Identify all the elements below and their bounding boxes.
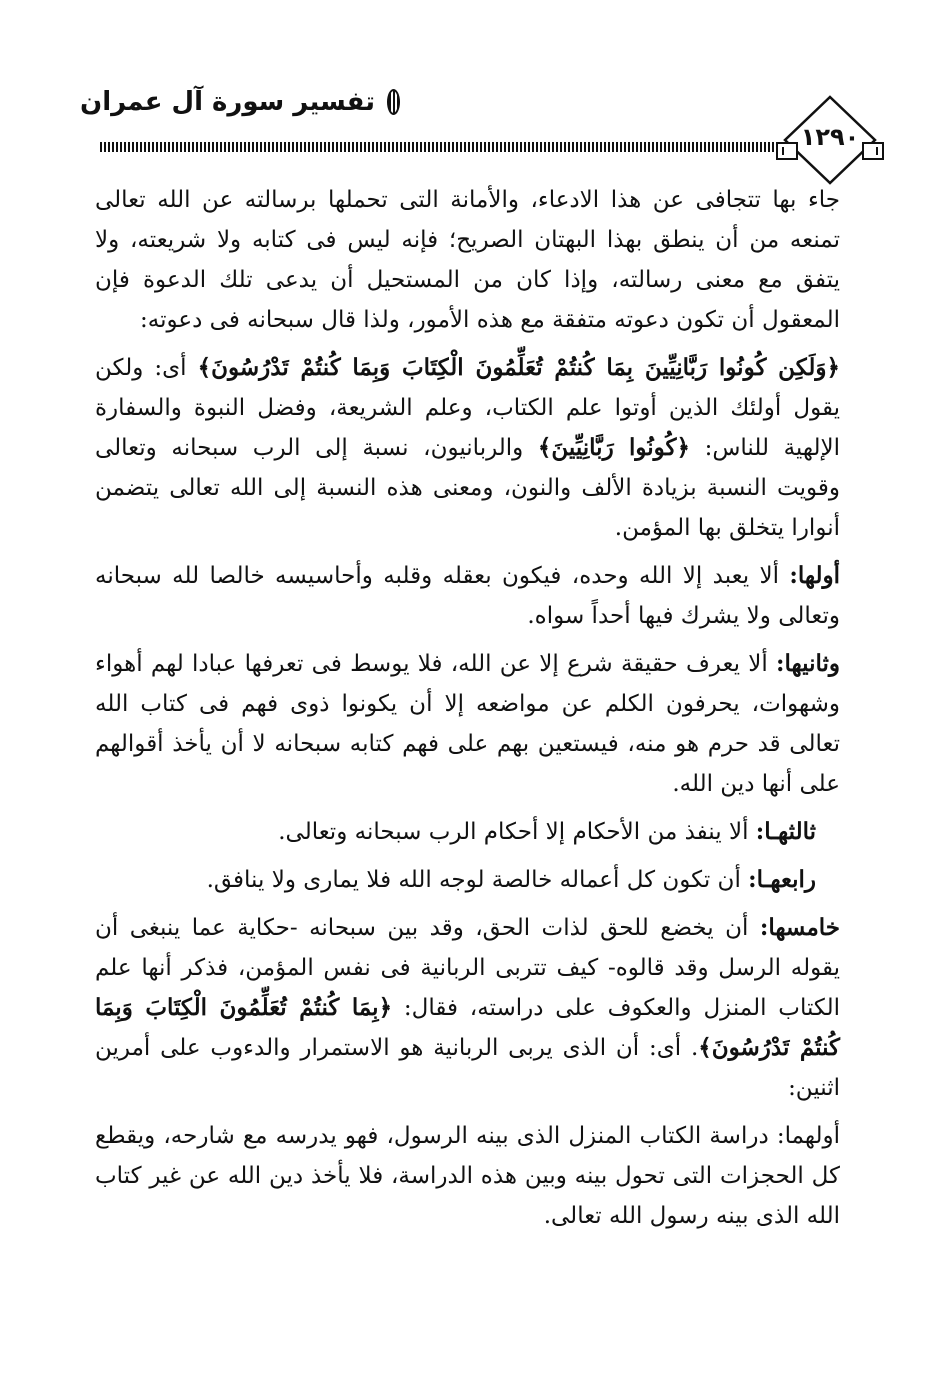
- quran-verse: ﴿بِمَا كُنتُمْ تُعَلِّمُونَ الْكِتَابَ وَبِمَا كُنتُمْ تَدْرُسُونَ﴾: [95, 994, 841, 1061]
- paragraph-text: جاء بها تتجافى عن هذا الادعاء، والأمانة التى تحملها برسالته عن الله تعالى تمنعه من أن ينطق بهذا البهتان الصريح؛ فإنه ليس فى كتابه ولا شريعته، ولا يتفق مع معنى رسالته، وإذا كان من المستحيل أن يدعى تلك الدعوة فإن المعقول أن تكون دعوته متفقة مع هذه الأمور، ولذا قال سبحانه فى دعوته:: [95, 187, 840, 333]
- header-rule: [100, 142, 780, 152]
- paragraph-text: ألا يعبد إلا الله وحده، فيكون بعقله وقلبه وأحاسيسه خالصا لله سبحانه وتعالى ولا يشرك فيها أحداً سواه.: [95, 563, 840, 629]
- paragraph-lead: وثانيها:: [776, 650, 840, 677]
- paragraph-text: ألا ينفذ من الأحكام إلا أحكام الرب سبحانه وتعالى.: [278, 819, 756, 845]
- paragraph-text: أولهما: دراسة الكتاب المنزل الذى بينه الرسول، فهو يدرسه مع شارحه، ويقطع كل الحجزات التى تحول بينه وبين هذه الدراسة، فلا يأخذ دين الله عن غير كتاب الله الذى بينه رسول الله تعالى.: [95, 1123, 840, 1229]
- paragraph: [95, 812, 840, 852]
- paragraph-lead: ثالثهـا:: [755, 818, 816, 845]
- quran-verse: ﴿كُونُوا رَبَّانِيِّينَ﴾: [537, 434, 690, 461]
- paragraph-lead: خامسها:: [759, 914, 840, 941]
- paragraph-text: أى: ولكن يقول أولئك الذين أوتوا علم الكتاب، وعلم الشريعة، وفضل النبوة والسفارة الإلهية للناس:: [95, 355, 840, 461]
- paragraph-lead: رابعهـا:: [748, 866, 816, 893]
- paragraph: [95, 348, 840, 548]
- page-number-badge: [775, 95, 885, 185]
- ornament-icon: [387, 89, 400, 115]
- page-number: ١٢٩٠: [800, 123, 860, 151]
- paragraph: [95, 556, 840, 636]
- paragraph-text: ألا يعرف حقيقة شرع إلا عن الله، فلا يوسط فى تعرفها عبادا لهم أهواء وشهوات، يحرفون الكلم عن مواضعه إلا أن يكونوا ذوى فهم فى كتاب الله تعالى قد حرم هو منه، فيستعين بهم على فهم كتابه سبحانه لا أن يأخذ أقوالهم على أنها دين الله.: [95, 651, 840, 797]
- paragraph-text: أن يخضع للحق لذات الحق، وقد بين سبحانه -حكاية عما ينبغى أن يقوله الرسل وقد قالوه- كيف تتربى الربانية فى نفس المؤمن، فذكر أنها علم الكتاب المنزل والعكوف على دراسته، فقال:: [95, 915, 840, 1021]
- paragraph: [95, 180, 840, 340]
- paragraph-text: . أى: أن الذى يربى الربانية هو الاستمرار والدءوب على أمرين اثنين:: [95, 1035, 840, 1101]
- paragraph: [95, 1116, 840, 1236]
- paragraph: [95, 860, 840, 900]
- paragraph-text: أن تكون كل أعماله خالصة لوجه الله فلا يمارى ولا ينافق.: [206, 867, 749, 893]
- running-title: تفسير سورة آل عمران: [80, 87, 376, 117]
- quran-verse: ﴿وَلَكِن كُونُوا رَبَّانِيِّينَ بِمَا كُنتُمْ تُعَلِّمُونَ الْكِتَابَ وَبِمَا كُنتُمْ تَدْرُسُونَ﴾: [197, 354, 840, 381]
- paragraph: [95, 644, 840, 804]
- page-body: [95, 180, 840, 1244]
- paragraph: [95, 908, 840, 1108]
- page-header: [0, 0, 931, 190]
- paragraph-text: والربانيون، نسبة إلى الرب سبحانه وتعالى وقويت النسبة بزيادة الألف والنون، ومعنى هذه النسبة إلى الله تعالى يتضمن أنوارا يتخلق بها المؤمن.: [95, 435, 840, 541]
- running-header: [80, 82, 400, 122]
- paragraph-lead: أولها:: [789, 562, 840, 589]
